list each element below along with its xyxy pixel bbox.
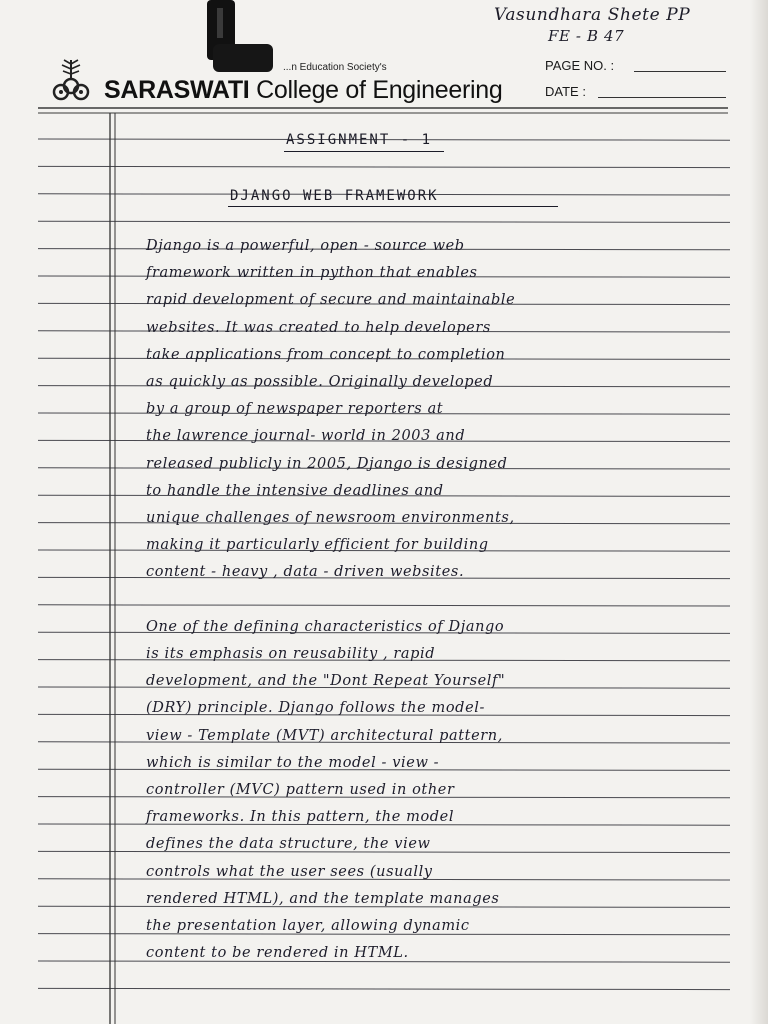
body-text-line: making it particularly efficient for building	[146, 537, 489, 554]
college-name	[104, 76, 502, 105]
date-label: DATE :	[545, 84, 586, 99]
body-text-line: released publicly in 2005, Django is designed	[146, 455, 508, 472]
body-text-line: (DRY) principle. Django follows the model-	[146, 700, 485, 717]
ruled-line	[38, 221, 730, 222]
college-logo-icon	[50, 56, 92, 106]
page-no-line	[634, 71, 726, 72]
assignment-heading: ASSIGNMENT - 1	[286, 132, 433, 148]
binder-clip-icon	[205, 0, 275, 74]
college-name-bold: SARASWATI	[104, 76, 250, 104]
ruled-line	[38, 988, 730, 989]
body-text-line: frameworks. In this pattern, the model	[146, 809, 455, 826]
body-text-line: to handle the intensive deadlines and	[146, 482, 444, 499]
body-text-line: content - heavy , data - driven websites.	[146, 564, 465, 581]
body-text-line: framework written in python that enables	[146, 265, 478, 282]
ruled-line	[38, 166, 730, 167]
body-text-line: the lawrence journal- world in 2003 and	[146, 428, 466, 445]
topic-heading: DJANGO WEB FRAMEWORK	[230, 188, 439, 204]
body-text-line: controller (MVC) pattern used in other	[146, 782, 455, 798]
body-text-line: One of the defining characteristics of Django	[146, 618, 505, 635]
body-text-line: rendered HTML), and the template manages	[146, 890, 500, 907]
body-text-line: Django is a powerful, open - source web	[146, 238, 465, 254]
society-name: ...n Education Society's	[283, 62, 387, 73]
body-text-line: take applications from concept to completion	[146, 346, 506, 363]
body-text-line: is its emphasis on reusability , rapid	[146, 646, 436, 662]
ruled-line	[38, 605, 730, 606]
body-text-line: which is similar to the model - view -	[146, 754, 440, 771]
student-name: Vasundhara Shete PP	[494, 5, 691, 25]
division-roll: FE - B 47	[548, 27, 625, 45]
body-text-line: content to be rendered in HTML.	[146, 945, 409, 962]
body-text-line: websites. It was created to help developers	[146, 319, 491, 336]
page-edge-shadow	[750, 0, 768, 1024]
body-text-line: rapid development of secure and maintainable	[146, 292, 516, 309]
body-text-line: the presentation layer, allowing dynamic	[146, 918, 470, 934]
body-text-line: defines the data structure, the view	[146, 836, 431, 853]
body-text-line: view - Template (MVT) architectural pattern,	[146, 727, 503, 744]
heading-underline	[284, 151, 444, 152]
body-text-line: unique challenges of newsroom environments,	[146, 510, 515, 526]
body-text-line: as quickly as possible. Originally developed	[146, 374, 494, 390]
topic-underline	[228, 206, 558, 207]
body-text-line: development, and the "Dont Repeat Yourself"	[146, 673, 506, 690]
page-no-label: PAGE NO. :	[545, 58, 615, 73]
date-line	[598, 97, 726, 98]
body-text-line: by a group of newspaper reporters at	[146, 401, 444, 418]
body-text-line: controls what the user sees (usually	[146, 863, 433, 880]
college-name-rest: College of Engineering	[249, 76, 503, 104]
